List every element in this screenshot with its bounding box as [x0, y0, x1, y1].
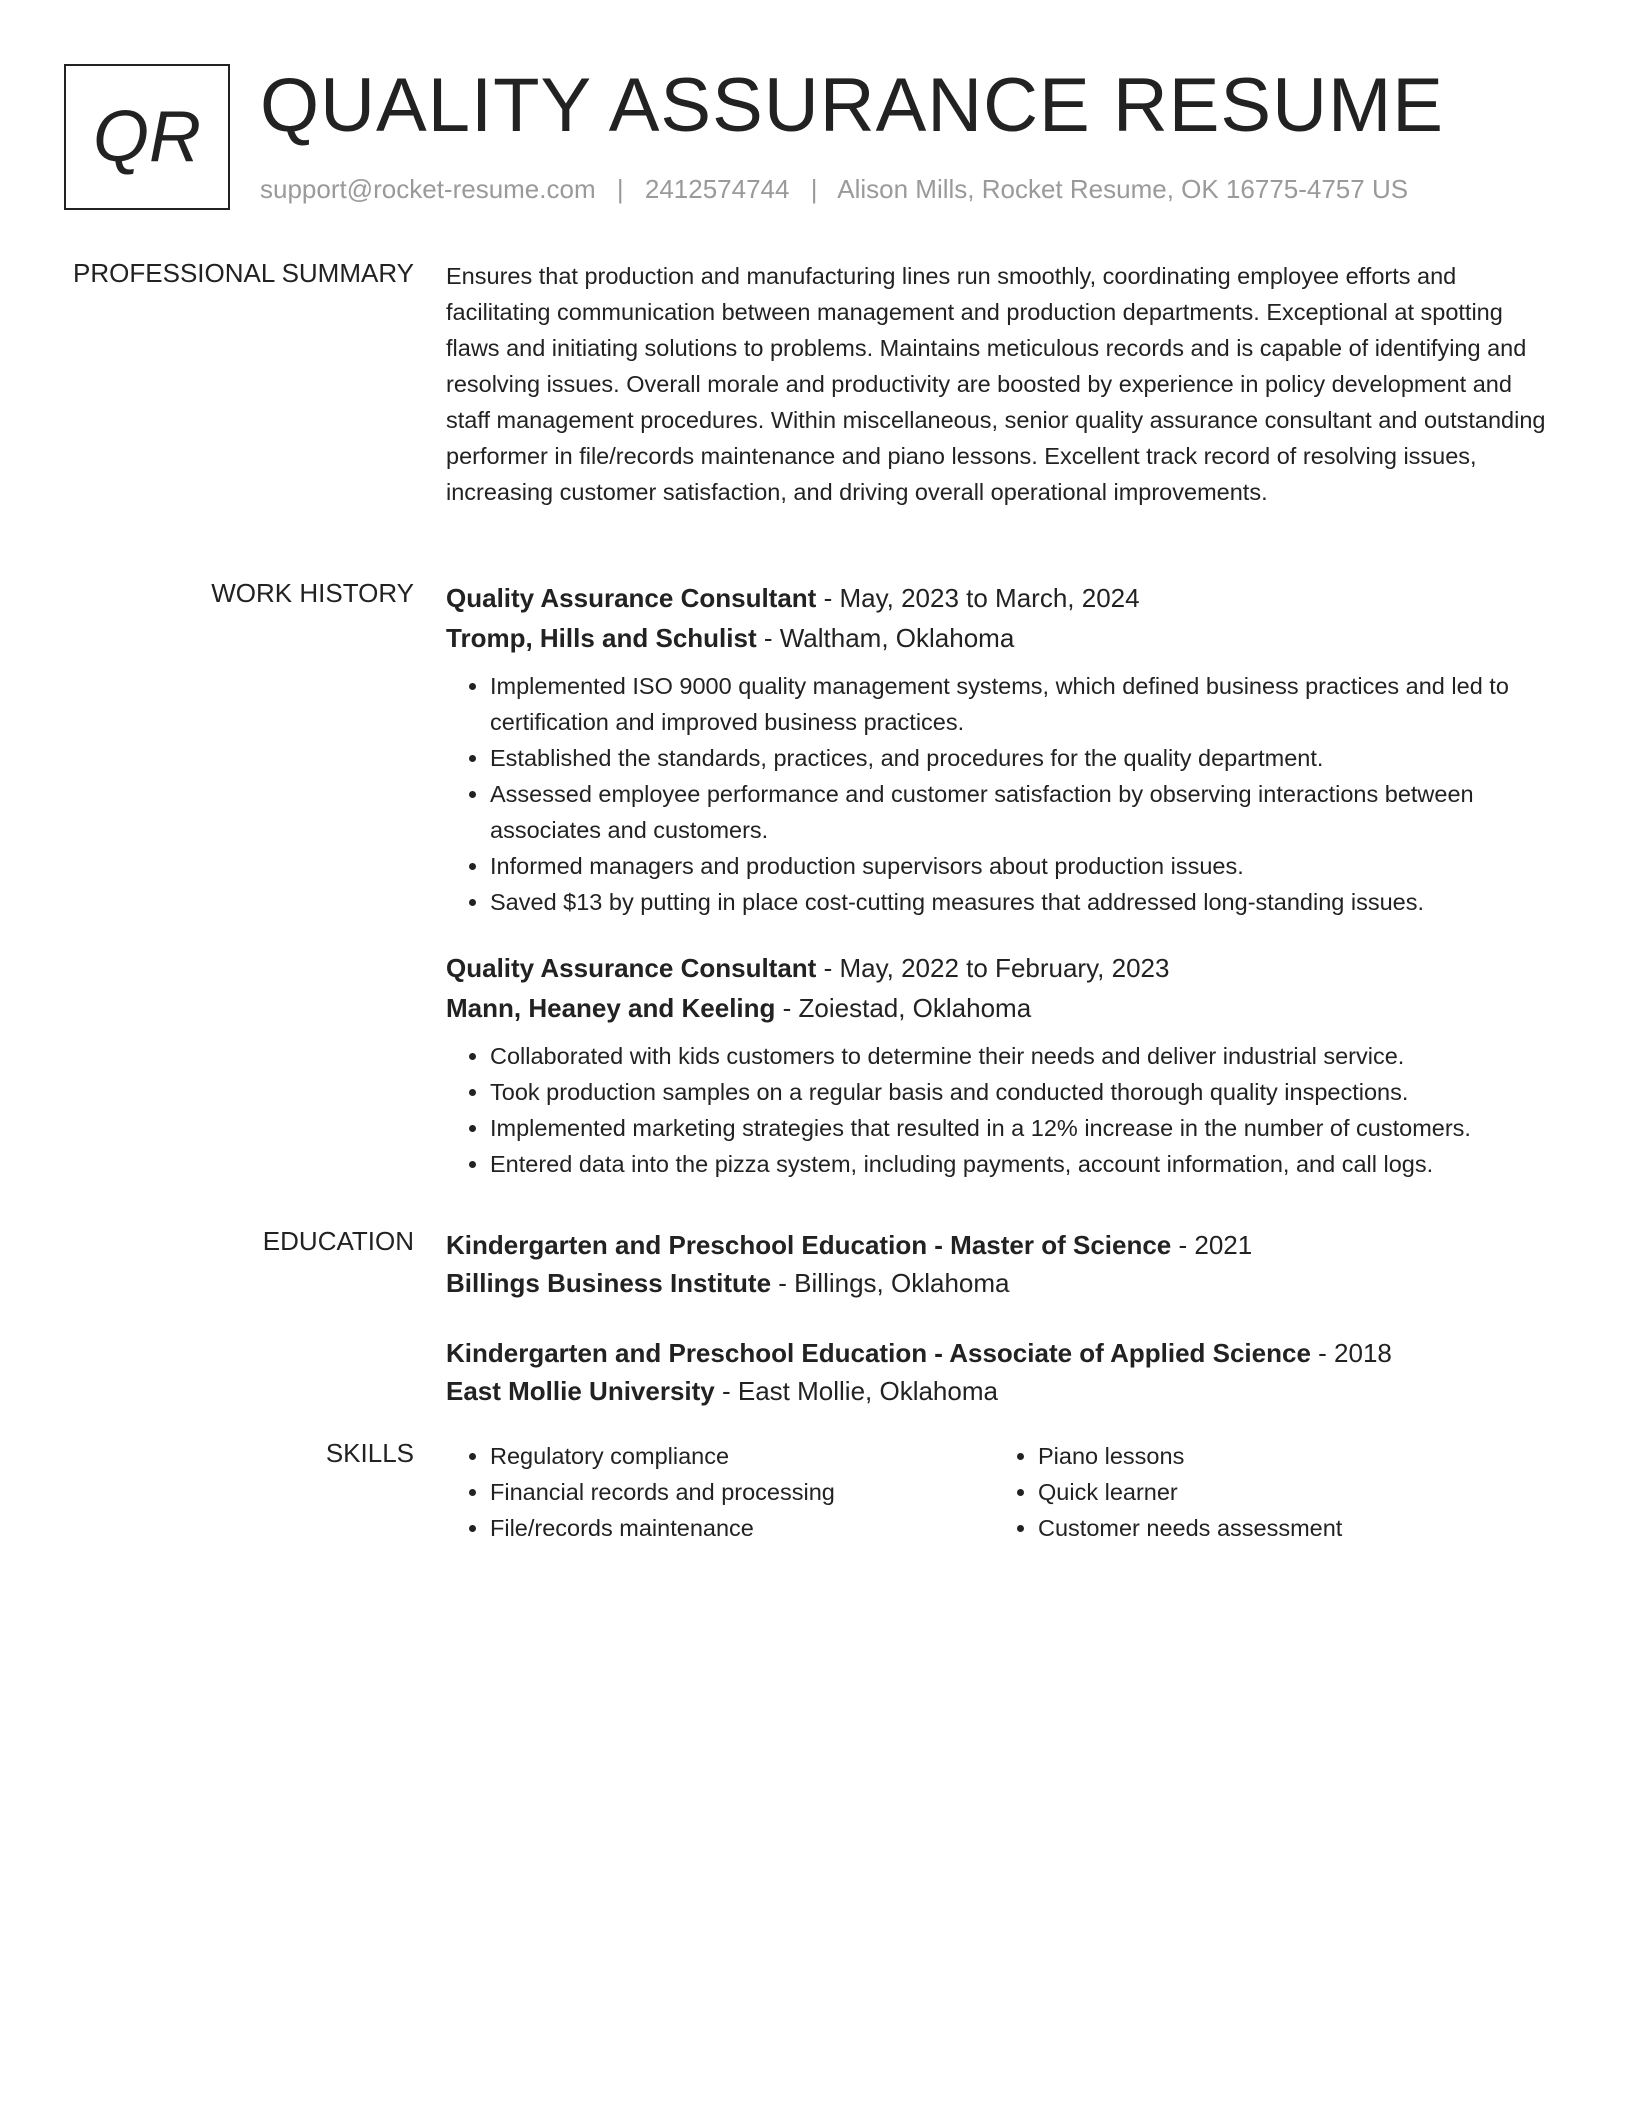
skill-item: • Customer needs assessment — [1038, 1510, 1542, 1546]
skills-column-right — [994, 1438, 1542, 1546]
skills-column-left — [446, 1438, 994, 1546]
skill-item: • Piano lessons — [1038, 1438, 1542, 1474]
job-title: Quality Assurance Consultant — [446, 953, 817, 983]
job-entry — [446, 948, 1561, 1182]
job-company: Mann, Heaney and Keeling — [446, 993, 776, 1023]
skills-body — [446, 1438, 1561, 1546]
list-item: • Implemented marketing strategies that resulted in a 12% increase in the number of customers. — [490, 1110, 1561, 1146]
work-history-heading: WORK HISTORY — [211, 578, 414, 608]
education-degree: Kindergarten and Preschool Education - Associate of Applied Science — [446, 1338, 1311, 1368]
education-school: Billings Business Institute — [446, 1268, 772, 1298]
job-location: - Zoiestad, Oklahoma — [775, 993, 1032, 1023]
skill-item: • File/records maintenance — [490, 1510, 994, 1546]
job-title-line — [446, 948, 1561, 988]
skill-item: • Financial records and processing — [490, 1474, 994, 1510]
job-dates: - May, 2023 to March, 2024 — [816, 583, 1140, 613]
job-title: Quality Assurance Consultant — [446, 583, 817, 613]
skills-heading: SKILLS — [325, 1438, 414, 1468]
list-item: • Took production samples on a regular basis and conducted thorough quality inspections. — [490, 1074, 1561, 1110]
education-location: - East Mollie, Oklahoma — [714, 1376, 998, 1406]
education-year: - 2018 — [1310, 1338, 1392, 1368]
resume-title: QUALITY ASSURANCE RESUME — [260, 63, 1445, 148]
contact-phone: 2412574744 — [644, 174, 790, 204]
list-item: • Collaborated with kids customers to determine their needs and deliver industrial service. — [490, 1038, 1561, 1074]
list-item: • Assessed employee performance and customer satisfaction by observing interactions between associates and customers. — [490, 776, 1561, 848]
education-school: East Mollie University — [446, 1376, 715, 1406]
contact-address: Alison Mills, Rocket Resume, OK 16775-4757 US — [837, 174, 1409, 204]
monogram: QR — [64, 64, 230, 210]
contact-email: support@rocket-resume.com — [260, 174, 596, 204]
education-degree-line — [446, 1334, 1561, 1372]
summary-text: Ensures that production and manufacturing lines run smoothly, coordinating employee efforts and facilitating communication between management and production departments. Exceptional at spotting flaws and initiating solutions to problems. Maintains meticulous records and is capable of identifying and resolving issues. Overall morale and productivity are boosted by experience in policy development and staff management procedures. Within miscellaneous, senior quality assurance consultant and outstanding performer in file/records maintenance and piano lessons. Excellent track record of resolving issues, increasing customer satisfaction, and driving overall operational improvements. — [446, 263, 1546, 505]
list-item: • Entered data into the pizza system, including payments, account information, and call logs. — [490, 1146, 1561, 1182]
job-bullets — [446, 668, 1561, 920]
education-school-line — [446, 1264, 1561, 1302]
education-school-line — [446, 1372, 1561, 1410]
job-location: - Waltham, Oklahoma — [756, 623, 1015, 653]
education-heading: EDUCATION — [262, 1226, 414, 1256]
education-entry — [446, 1334, 1561, 1410]
job-company: Tromp, Hills and Schulist — [446, 623, 757, 653]
summary-heading: PROFESSIONAL SUMMARY — [73, 258, 414, 288]
education-body — [446, 1226, 1561, 1442]
skill-item: • Quick learner — [1038, 1474, 1542, 1510]
job-bullets — [446, 1038, 1561, 1182]
job-company-line — [446, 618, 1561, 658]
work-history-body — [446, 578, 1561, 1210]
education-location: - Billings, Oklahoma — [771, 1268, 1010, 1298]
skills-grid — [446, 1438, 1561, 1546]
job-entry — [446, 578, 1561, 920]
contact-separator: | — [616, 174, 624, 204]
contact-separator: | — [810, 174, 818, 204]
list-item: • Implemented ISO 9000 quality management systems, which defined business practices and led to certification and improved business practices. — [490, 668, 1561, 740]
education-entry — [446, 1226, 1561, 1302]
skill-item: • Regulatory compliance — [490, 1438, 994, 1474]
job-dates: - May, 2022 to February, 2023 — [816, 953, 1170, 983]
list-item: • Informed managers and production supervisors about production issues. — [490, 848, 1561, 884]
list-item: • Established the standards, practices, and procedures for the quality department. — [490, 740, 1561, 776]
summary-body — [446, 258, 1561, 510]
job-title-line — [446, 578, 1561, 618]
resume-header — [64, 64, 1568, 214]
job-company-line — [446, 988, 1561, 1028]
contact-line — [260, 174, 1408, 205]
education-degree-line — [446, 1226, 1561, 1264]
education-year: - 2021 — [1171, 1230, 1253, 1260]
education-degree: Kindergarten and Preschool Education - Master of Science — [446, 1230, 1172, 1260]
list-item: • Saved $13 by putting in place cost-cutting measures that addressed long-standing issues. — [490, 884, 1561, 920]
